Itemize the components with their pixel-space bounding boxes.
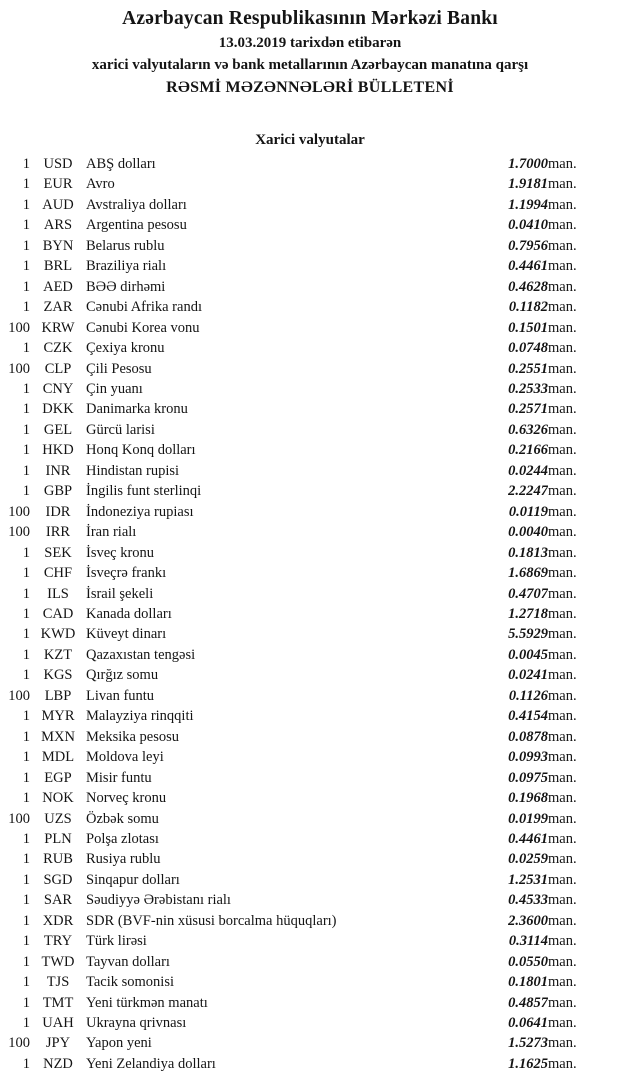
table-row (0, 645, 620, 665)
rate-unit-label: man. (548, 462, 577, 479)
currency-code: JPY (45, 1035, 71, 1052)
currency-quantity: 1 (22, 769, 30, 786)
currency-quantity: 100 (8, 503, 30, 520)
currency-code: PLN (44, 830, 72, 847)
currency-name: Türk lirəsi (86, 933, 147, 950)
currency-code: TRY (43, 933, 73, 950)
currency-name: Qazaxıstan tengəsi (86, 646, 196, 663)
table-row (0, 890, 620, 910)
table-row (0, 747, 620, 767)
table-row (0, 318, 620, 338)
exchange-rates-table-body (0, 154, 620, 1073)
currency-quantity: 1 (22, 156, 30, 172)
rate-value: 0.1126 (508, 687, 548, 704)
currency-name: ABŞ dolları (86, 156, 156, 172)
currency-code: ILS (47, 585, 69, 602)
currency-code: NZD (43, 1055, 73, 1072)
currency-name: Ukrayna qrivnası (86, 1015, 187, 1032)
currency-quantity: 1 (22, 933, 30, 950)
currency-quantity: 1 (22, 258, 30, 275)
bulletin-title: RƏSMİ MƏZƏNNƏLƏRİ BÜLLETENİ (166, 79, 454, 96)
rate-unit-label: man. (548, 524, 577, 541)
currency-name: Çili Pesosu (86, 360, 152, 377)
rate-unit-label: man. (548, 605, 577, 622)
currency-name: Norveç kronu (86, 790, 167, 807)
currency-code: UAH (42, 1015, 74, 1032)
rate-unit-label: man. (548, 401, 577, 418)
currency-quantity: 1 (22, 605, 30, 622)
rate-value: 0.1182 (508, 299, 548, 316)
currency-name: İsveçrə frankı (86, 565, 167, 582)
effective-date-line: 13.03.2019 tarixdən etibarən (218, 35, 402, 51)
rate-unit-label: man. (548, 544, 577, 561)
rate-value: 2.3600 (508, 912, 548, 929)
currency-code: KGS (43, 667, 73, 684)
rate-value: 1.9181 (508, 176, 548, 193)
currency-name: Hindistan rupisi (86, 462, 180, 479)
table-row (0, 706, 620, 726)
rate-value: 0.1801 (508, 974, 548, 991)
rate-value: 1.1994 (508, 196, 548, 213)
currency-quantity: 100 (8, 810, 30, 827)
rate-unit-label: man. (548, 871, 577, 888)
rate-unit-label: man. (548, 953, 577, 970)
currency-name: Danimarka kronu (86, 401, 188, 418)
rate-value: 0.0199 (508, 810, 548, 827)
currency-code: GBP (43, 483, 73, 500)
rate-value: 0.4154 (508, 708, 548, 725)
currency-name: Honq Konq dolları (86, 442, 196, 459)
rate-value: 0.2551 (508, 360, 548, 377)
bulletin-document (0, 6, 620, 1073)
table-row (0, 829, 620, 849)
currency-name: Sinqapur dolları (86, 871, 180, 888)
currency-quantity: 1 (22, 401, 30, 418)
rate-unit-label: man. (548, 728, 577, 745)
rate-value: 0.4707 (508, 585, 548, 602)
currency-quantity: 100 (8, 1035, 30, 1052)
currency-name: Rusiya rublu (86, 851, 161, 868)
currency-quantity: 1 (22, 728, 30, 745)
rate-unit-label: man. (548, 749, 577, 766)
currency-quantity: 1 (22, 708, 30, 725)
table-row (0, 809, 620, 829)
rate-value: 0.0119 (508, 503, 548, 520)
table-row (0, 870, 620, 890)
table-row (0, 236, 620, 256)
currency-code: CNY (42, 380, 74, 397)
currency-code: IDR (45, 503, 71, 520)
rate-value: 0.4533 (508, 892, 548, 909)
currency-name: Misir funtu (86, 769, 152, 786)
table-row (0, 993, 620, 1013)
rate-value: 1.2718 (508, 605, 548, 622)
table-row (0, 420, 620, 440)
rate-unit-label: man. (548, 851, 577, 868)
currency-quantity: 1 (22, 790, 30, 807)
currency-code: MXN (41, 728, 75, 745)
rate-unit-label: man. (548, 994, 577, 1011)
bank-title: Azərbaycan Respublikasının Mərkəzi Bankı (122, 8, 498, 29)
currency-code: ZAR (43, 299, 73, 316)
currency-quantity: 1 (22, 585, 30, 602)
table-row (0, 931, 620, 951)
rate-unit-label: man. (548, 278, 577, 295)
currency-name: Küveyt dinarı (86, 626, 167, 643)
currency-code: EUR (43, 176, 73, 193)
rate-value: 0.0993 (508, 749, 548, 766)
rate-unit-label: man. (548, 626, 577, 643)
table-row (0, 686, 620, 706)
rate-unit-label: man. (548, 319, 577, 336)
table-row (0, 399, 620, 419)
table-row (0, 788, 620, 808)
currency-code: CHF (43, 565, 73, 582)
rate-unit-label: man. (548, 299, 577, 316)
rate-value: 0.0040 (508, 524, 548, 541)
rate-unit-label: man. (548, 667, 577, 684)
currency-name: Polşa zlotası (86, 830, 159, 847)
rate-value: 0.1501 (508, 319, 548, 336)
rate-unit-label: man. (548, 830, 577, 847)
currency-code: TJS (46, 974, 70, 991)
currency-name: Çin yuanı (86, 380, 143, 397)
currency-name: Cənubi Afrika randı (86, 299, 202, 316)
rate-value: 1.1625 (508, 1055, 548, 1072)
rate-value: 0.0550 (508, 953, 548, 970)
currency-quantity: 1 (22, 892, 30, 909)
currency-quantity: 1 (22, 299, 30, 316)
section-title-foreign-currencies: Xarici valyutalar (255, 132, 365, 148)
table-row (0, 481, 620, 501)
rate-unit-label: man. (548, 340, 577, 357)
rate-value: 0.1968 (508, 790, 548, 807)
currency-name: Meksika pesosu (86, 728, 180, 745)
currency-quantity: 1 (22, 871, 30, 888)
currency-code: SGD (43, 871, 73, 888)
currency-quantity: 1 (22, 851, 30, 868)
currency-code: USD (43, 156, 73, 172)
currency-name: Avro (86, 176, 115, 193)
currency-code: MYR (41, 708, 75, 725)
currency-quantity: 1 (22, 667, 30, 684)
currency-name: Braziliya rialı (86, 258, 167, 275)
table-row (0, 174, 620, 194)
table-row (0, 359, 620, 379)
currency-quantity: 1 (22, 340, 30, 357)
rate-unit-label: man. (548, 810, 577, 827)
rate-unit-label: man. (548, 156, 577, 172)
rate-value: 0.4857 (508, 994, 548, 1011)
rate-unit-label: man. (548, 1015, 577, 1032)
currency-code: BRL (43, 258, 73, 275)
currency-quantity: 1 (22, 462, 30, 479)
currency-quantity: 100 (8, 319, 30, 336)
currency-quantity: 1 (22, 830, 30, 847)
currency-name: SDR (BVF-nin xüsusi borcalma hüquqları) (86, 912, 337, 929)
rate-value: 0.2533 (508, 380, 548, 397)
rate-value: 0.0045 (508, 646, 548, 663)
rate-value: 5.5929 (508, 626, 548, 643)
rate-unit-label: man. (548, 912, 577, 929)
table-row (0, 1054, 620, 1073)
currency-quantity: 1 (22, 994, 30, 1011)
table-row (0, 256, 620, 276)
rate-value: 0.2571 (508, 401, 548, 418)
currency-name: Avstraliya dolları (86, 196, 187, 213)
rate-value: 0.2166 (508, 442, 548, 459)
currency-name: Səudiyyə Ərəbistanı rialı (86, 892, 231, 909)
rate-unit-label: man. (548, 687, 577, 704)
currency-name: Yeni türkmən manatı (86, 994, 208, 1011)
rate-value: 1.7000 (508, 156, 548, 172)
currency-code: ARS (43, 217, 73, 234)
table-row (0, 379, 620, 399)
rate-unit-label: man. (548, 790, 577, 807)
table-row (0, 195, 620, 215)
currency-name: Yeni Zelandiya dolları (86, 1055, 216, 1072)
currency-name: İndoneziya rupiası (86, 503, 194, 520)
currency-quantity: 1 (22, 483, 30, 500)
rate-value: 0.1813 (508, 544, 548, 561)
rate-unit-label: man. (548, 380, 577, 397)
currency-name: İran rialı (86, 524, 137, 541)
rate-unit-label: man. (548, 769, 577, 786)
table-row (0, 1033, 620, 1053)
rate-unit-label: man. (548, 933, 577, 950)
currency-code: RUB (43, 851, 73, 868)
table-row (0, 522, 620, 542)
rate-unit-label: man. (548, 483, 577, 500)
table-row (0, 604, 620, 624)
currency-code: GEL (43, 421, 73, 438)
table-row (0, 461, 620, 481)
rate-unit-label: man. (548, 1055, 577, 1072)
currency-quantity: 1 (22, 196, 30, 213)
currency-quantity: 100 (8, 360, 30, 377)
subject-line: xarici valyutaların və bank metallarının Azərbaycan manatına qarşı (91, 57, 529, 73)
currency-code: NOK (42, 790, 74, 807)
currency-code: XDR (42, 912, 74, 929)
currency-name: Özbək somu (86, 810, 159, 827)
currency-code: BYN (42, 237, 74, 254)
rate-value: 0.0878 (508, 728, 548, 745)
rate-unit-label: man. (548, 892, 577, 909)
currency-quantity: 1 (22, 278, 30, 295)
currency-quantity: 1 (22, 749, 30, 766)
rate-value: 0.4628 (508, 278, 548, 295)
currency-name: Cənubi Korea vonu (86, 319, 200, 336)
rate-value: 1.6869 (508, 565, 548, 582)
currency-quantity: 1 (22, 1055, 30, 1072)
rate-value: 0.0259 (508, 851, 548, 868)
currency-quantity: 1 (22, 237, 30, 254)
rate-value: 0.0244 (508, 462, 548, 479)
currency-code: SEK (44, 544, 72, 561)
currency-quantity: 1 (22, 974, 30, 991)
currency-quantity: 1 (22, 565, 30, 582)
currency-name: Livan funtu (86, 687, 155, 704)
table-row (0, 584, 620, 604)
currency-quantity: 1 (22, 544, 30, 561)
rate-unit-label: man. (548, 217, 577, 234)
currency-code: INR (45, 462, 71, 479)
rate-value: 1.2531 (508, 871, 548, 888)
currency-quantity: 1 (22, 176, 30, 193)
table-row (0, 952, 620, 972)
rate-unit-label: man. (548, 360, 577, 377)
currency-code: TWD (41, 953, 75, 970)
rate-value: 0.0241 (508, 667, 548, 684)
rate-value: 0.4461 (508, 258, 548, 275)
rate-value: 0.3114 (508, 933, 548, 950)
rate-unit-label: man. (548, 974, 577, 991)
currency-name: İngilis funt sterlinqi (86, 483, 202, 500)
currency-name: Çexiya kronu (86, 340, 165, 357)
currency-code: TMT (42, 994, 74, 1011)
table-row (0, 563, 620, 583)
rate-unit-label: man. (548, 503, 577, 520)
table-row (0, 972, 620, 992)
currency-quantity: 1 (22, 421, 30, 438)
currency-code: KRW (41, 319, 75, 336)
rate-unit-label: man. (548, 258, 577, 275)
table-row (0, 502, 620, 522)
currency-name: Belarus rublu (86, 237, 165, 254)
rate-unit-label: man. (548, 565, 577, 582)
currency-name: Yapon yeni (86, 1035, 152, 1052)
currency-code: AUD (42, 196, 74, 213)
rate-value: 2.2247 (508, 483, 548, 500)
currency-name: Malayziya rinqqiti (86, 708, 194, 725)
table-row (0, 849, 620, 869)
currency-quantity: 1 (22, 953, 30, 970)
table-row (0, 277, 620, 297)
rate-value: 0.0410 (508, 217, 548, 234)
exchange-rates-table (0, 154, 620, 1073)
currency-quantity: 1 (22, 646, 30, 663)
table-row (0, 215, 620, 235)
currency-name: İsrail şekeli (86, 585, 154, 602)
currency-code: MDL (41, 749, 75, 766)
document-header (0, 6, 620, 99)
currency-quantity: 100 (8, 687, 30, 704)
currency-name: BƏƏ dirhəmi (86, 278, 166, 295)
rate-unit-label: man. (548, 237, 577, 254)
currency-code: CZK (43, 340, 73, 357)
table-row (0, 440, 620, 460)
rate-value: 0.7956 (508, 237, 548, 254)
currency-quantity: 100 (8, 524, 30, 541)
rate-value: 0.4461 (508, 830, 548, 847)
currency-code: UZS (44, 810, 72, 827)
table-row (0, 543, 620, 563)
currency-quantity: 1 (22, 217, 30, 234)
currency-code: KWD (40, 626, 76, 643)
currency-name: Argentina pesosu (86, 217, 187, 234)
rate-unit-label: man. (548, 196, 577, 213)
currency-code: KZT (43, 646, 73, 663)
rate-unit-label: man. (548, 176, 577, 193)
rate-value: 1.5273 (508, 1035, 548, 1052)
table-row (0, 727, 620, 747)
currency-code: EGP (44, 769, 72, 786)
currency-quantity: 1 (22, 380, 30, 397)
currency-code: LBP (44, 687, 72, 704)
currency-code: HKD (42, 442, 74, 459)
rate-unit-label: man. (548, 442, 577, 459)
table-row (0, 154, 620, 174)
rate-value: 0.0748 (508, 340, 548, 357)
table-row (0, 297, 620, 317)
currency-name: Moldova leyi (86, 749, 164, 766)
currency-name: Kanada dolları (86, 605, 172, 622)
currency-quantity: 1 (22, 912, 30, 929)
currency-name: Tayvan dolları (86, 953, 170, 970)
rate-value: 0.0975 (508, 769, 548, 786)
currency-name: İsveç kronu (86, 544, 155, 561)
table-row (0, 1013, 620, 1033)
currency-quantity: 1 (22, 442, 30, 459)
currency-code: SAR (43, 892, 73, 909)
currency-code: IRR (45, 524, 71, 541)
table-row (0, 624, 620, 644)
currency-quantity: 1 (22, 1015, 30, 1032)
rate-unit-label: man. (548, 1035, 577, 1052)
rate-value: 0.6326 (508, 421, 548, 438)
currency-code: DKK (42, 401, 74, 418)
rate-unit-label: man. (548, 585, 577, 602)
rate-unit-label: man. (548, 421, 577, 438)
currency-name: Gürcü larisi (86, 421, 155, 438)
table-row (0, 665, 620, 685)
table-row (0, 338, 620, 358)
rate-value: 0.0641 (508, 1015, 548, 1032)
currency-name: Tacik somonisi (86, 974, 174, 991)
currency-code: AED (43, 278, 73, 295)
table-row (0, 768, 620, 788)
currency-code: CAD (42, 605, 74, 622)
rate-unit-label: man. (548, 708, 577, 725)
rate-unit-label: man. (548, 646, 577, 663)
currency-quantity: 1 (22, 626, 30, 643)
currency-code: CLP (44, 360, 72, 377)
table-row (0, 911, 620, 931)
currency-name: Qırğız somu (86, 667, 159, 684)
